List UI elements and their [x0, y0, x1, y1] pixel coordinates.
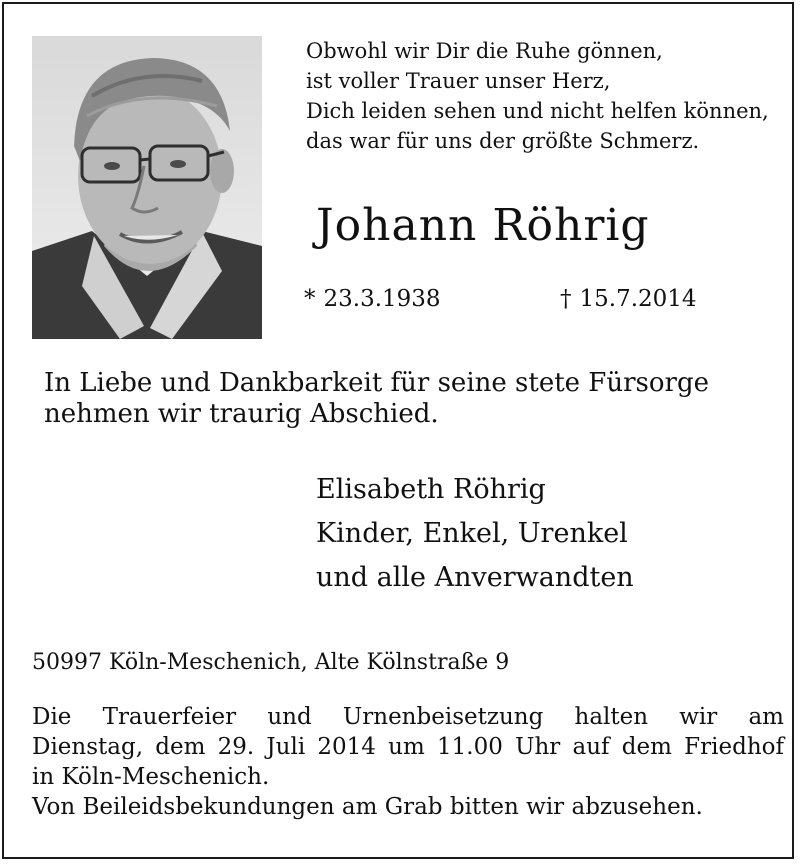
death-cross-icon: †	[560, 286, 572, 312]
poem-line: ist voller Trauer unser Herz,	[306, 69, 611, 93]
poem-line: Obwohl wir Dir die Ruhe gönnen,	[306, 39, 663, 63]
mourner-line: Kinder, Enkel, Urenkel	[316, 518, 628, 549]
farewell-text	[44, 368, 784, 430]
portrait-photo	[32, 36, 262, 339]
poem-verse	[306, 36, 796, 156]
death-date	[560, 286, 697, 312]
death-date-value: 15.7.2014	[579, 286, 697, 312]
mourners-list	[316, 468, 634, 600]
birth-star-icon: *	[304, 286, 316, 312]
service-notice	[32, 702, 784, 822]
birth-date-value: 23.3.1938	[323, 286, 441, 312]
farewell-line: nehmen wir traurig Abschied.	[44, 399, 439, 429]
family-address: 50997 Köln-Meschenich, Alte Kölnstraße 9	[32, 650, 510, 675]
poem-line: Dich leiden sehen und nicht helfen können,	[306, 99, 769, 123]
service-line: Die Trauerfeier und Urnenbeisetzung halten wir am	[32, 704, 784, 730]
obituary-card	[2, 2, 794, 859]
mourner-line: und alle Anverwandten	[316, 562, 634, 593]
mourner-line: Elisabeth Röhrig	[316, 474, 546, 505]
birth-date	[304, 286, 441, 312]
service-line: in Köln-Meschenich.	[32, 764, 270, 790]
service-line: Von Beileidsbekundungen am Grab bitten wir abzusehen.	[32, 794, 703, 820]
portrait-illustration	[32, 36, 262, 339]
deceased-name: Johann Röhrig	[316, 200, 650, 251]
farewell-line: In Liebe und Dankbarkeit für seine stete Fürsorge	[44, 368, 709, 398]
poem-line: das war für uns der größte Schmerz.	[306, 129, 700, 153]
service-line: Dienstag, dem 29. Juli 2014 um 11.00 Uhr auf dem Friedhof	[32, 734, 784, 760]
